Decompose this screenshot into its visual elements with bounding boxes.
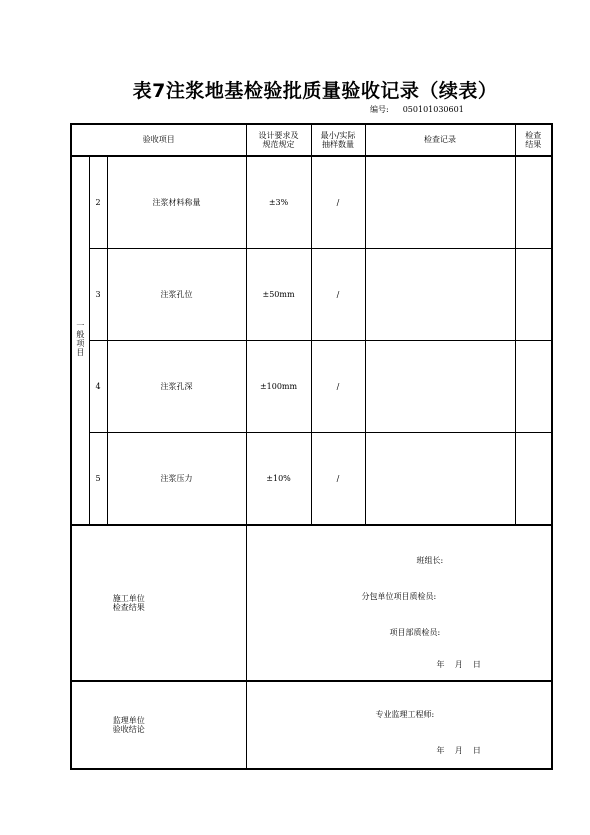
row-sample: / bbox=[311, 433, 365, 526]
row-number: 3 bbox=[89, 249, 107, 341]
code-label: 编号: bbox=[370, 105, 389, 114]
supervision-label: 监理单位 验收结论 bbox=[71, 681, 246, 769]
row-result[interactable] bbox=[515, 341, 552, 433]
row-result[interactable] bbox=[515, 156, 552, 249]
row-sample: / bbox=[311, 249, 365, 341]
form-code bbox=[370, 104, 464, 115]
construction-label: 施工单位 检查结果 bbox=[71, 525, 246, 681]
sub-inspector-label: 分包单位项目质检员: bbox=[361, 592, 437, 601]
construction-signoff[interactable] bbox=[246, 525, 552, 681]
header-item: 验收项目 bbox=[71, 124, 246, 156]
code-value: 050101030601 bbox=[402, 105, 464, 114]
row-record[interactable] bbox=[365, 249, 515, 341]
row-result[interactable] bbox=[515, 249, 552, 341]
table-row bbox=[71, 249, 552, 341]
group-label: 一般项目 bbox=[71, 156, 89, 525]
row-record[interactable] bbox=[365, 341, 515, 433]
supervision-row bbox=[71, 681, 552, 769]
table-row bbox=[71, 341, 552, 433]
acceptance-table bbox=[70, 123, 553, 770]
team-leader-label: 班组长: bbox=[416, 556, 444, 565]
construction-date: 年 月 日 bbox=[436, 660, 481, 669]
row-spec: ±3% bbox=[246, 156, 311, 249]
header-record: 检查记录 bbox=[365, 124, 515, 156]
row-item-name: 注浆材料称量 bbox=[107, 156, 246, 249]
form-title: 表7注浆地基检验批质量验收记录（续表） bbox=[132, 80, 498, 102]
row-sample: / bbox=[311, 156, 365, 249]
construction-row bbox=[71, 525, 552, 681]
table-row bbox=[71, 156, 552, 249]
row-record[interactable] bbox=[365, 156, 515, 249]
table-row bbox=[71, 433, 552, 526]
header-sample: 最小/实际 抽样数量 bbox=[311, 124, 365, 156]
row-item-name: 注浆压力 bbox=[107, 433, 246, 526]
row-number: 2 bbox=[89, 156, 107, 249]
row-item-name: 注浆孔位 bbox=[107, 249, 246, 341]
row-item-name: 注浆孔深 bbox=[107, 341, 246, 433]
row-number: 5 bbox=[89, 433, 107, 526]
header-design: 设计要求及 规范规定 bbox=[246, 124, 311, 156]
row-spec: ±10% bbox=[246, 433, 311, 526]
engineer-label: 专业监理工程师: bbox=[375, 710, 435, 719]
header-result: 检查 结果 bbox=[515, 124, 552, 156]
row-result[interactable] bbox=[515, 433, 552, 526]
row-spec: ±100mm bbox=[246, 341, 311, 433]
row-spec: ±50mm bbox=[246, 249, 311, 341]
row-record[interactable] bbox=[365, 433, 515, 526]
dept-inspector-label: 项目部质检员: bbox=[389, 628, 441, 637]
header-row bbox=[71, 124, 552, 156]
row-sample: / bbox=[311, 341, 365, 433]
supervision-date: 年 月 日 bbox=[436, 746, 481, 755]
supervision-signoff[interactable] bbox=[246, 681, 552, 769]
row-number: 4 bbox=[89, 341, 107, 433]
